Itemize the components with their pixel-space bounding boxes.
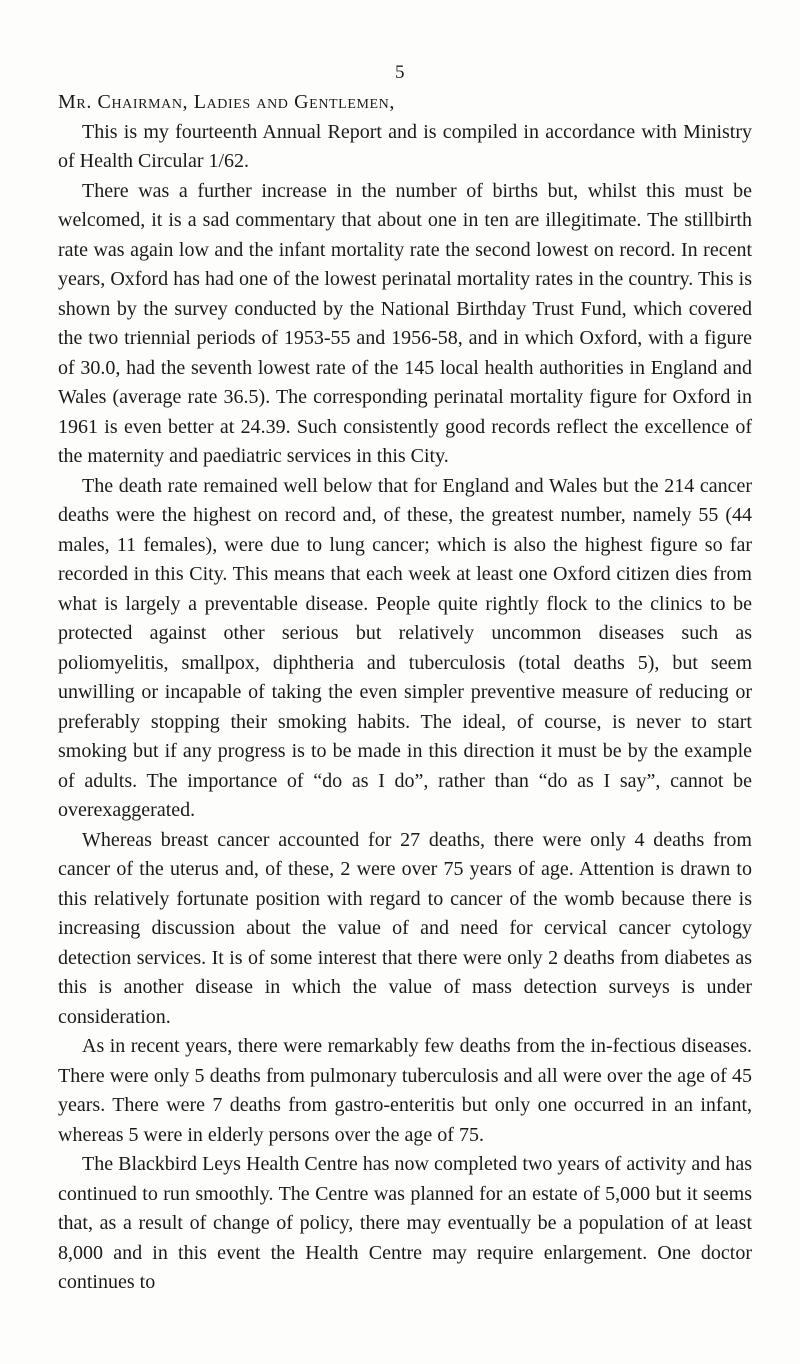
paragraph-breast-uterus-cancer: Whereas breast cancer accounted for 27 deaths, there were only 4 deaths from cancer of the uterus and, of these, 2 were over 75 years of age. Attention is drawn to this relatively fortunate position with regard to cancer of the womb because there is increasing discussion about the value of and need for cervical cancer cytology detection services. It is of some interest that there were only 2 deaths from diabetes as this is another disease in which the value of mass detection surveys is under consideration. bbox=[58, 828, 752, 1028]
paragraph-cancer-deaths: The death rate remained well below that for England and Wales but the 214 cancer deaths were the highest on record and, of these, the greatest number, namely 55 (44 males, 11 females), were due to lung cancer; which is also the highest figure so far recorded in this City. This means that each week at least one Oxford citizen dies from what is largely a preventable disease. People quite rightly flock to the clinics to be protected against other serious but relatively uncommon diseases such as poliomyelitis, smallpox, diphtheria and tuberculosis (total deaths 5), but seem unwilling or incapable of taking the even simpler preventive measure of reducing or preferably stopping their smoking habits. The ideal, of course, is never to start smoking but if any progress is to be made in this direction it must be by the example of adults. The importance of “do as I do”, rather than “do as I say”, cannot be overexaggerated. bbox=[58, 474, 752, 821]
paragraph-infectious-diseases: As in recent years, there were remarkably few deaths from the in-fectious diseases. There were only 5 deaths from pulmonary tuberculosis and all were over the age of 45 years. There were 7 deaths from gastro-enteritis but only one occurred in an infant, whereas 5 were in elderly persons over the age of 75. bbox=[58, 1035, 752, 1146]
page-number: 5 bbox=[395, 62, 405, 83]
paragraph-births-mortality: There was a further increase in the number of births but, whilst this must be welcomed, it is a sad commentary that about one in ten are illegitimate. The stillbirth rate was again low and the infant mortality rate the second lowest on record. In recent years, Oxford has had one of the lowest perinatal mortality rates in the country. This is shown by the survey conducted by the National Birthday Trust Fund, which covered the two triennial periods of 1953-55 and 1956-58, and in which Oxford, with a figure of 30.0, had the seventh lowest rate of the 145 local health authorities in England and Wales (average rate 36.5). The corresponding perinatal mortality figure for Oxford in 1961 is even better at 24.39. Such consistently good records reflect the excellence of the maternity and paediatric services in this City. bbox=[58, 179, 752, 467]
report-body bbox=[58, 88, 752, 1298]
salutation: Mr. Chairman, Ladies and Gentlemen, bbox=[58, 91, 395, 113]
paragraph-health-centre: The Blackbird Leys Health Centre has now completed two years of activity and has continued to run smoothly. The Centre was planned for an estate of 5,000 but it seems that, as a result of change of policy, there may eventually be a population of at least 8,000 and in this event the Health Centre may require enlargement. One doctor continues to bbox=[58, 1153, 752, 1293]
paragraph-annual-report-intro: This is my fourteenth Annual Report and is compiled in accordance with Ministry of Health Circular 1/62. bbox=[58, 120, 752, 172]
